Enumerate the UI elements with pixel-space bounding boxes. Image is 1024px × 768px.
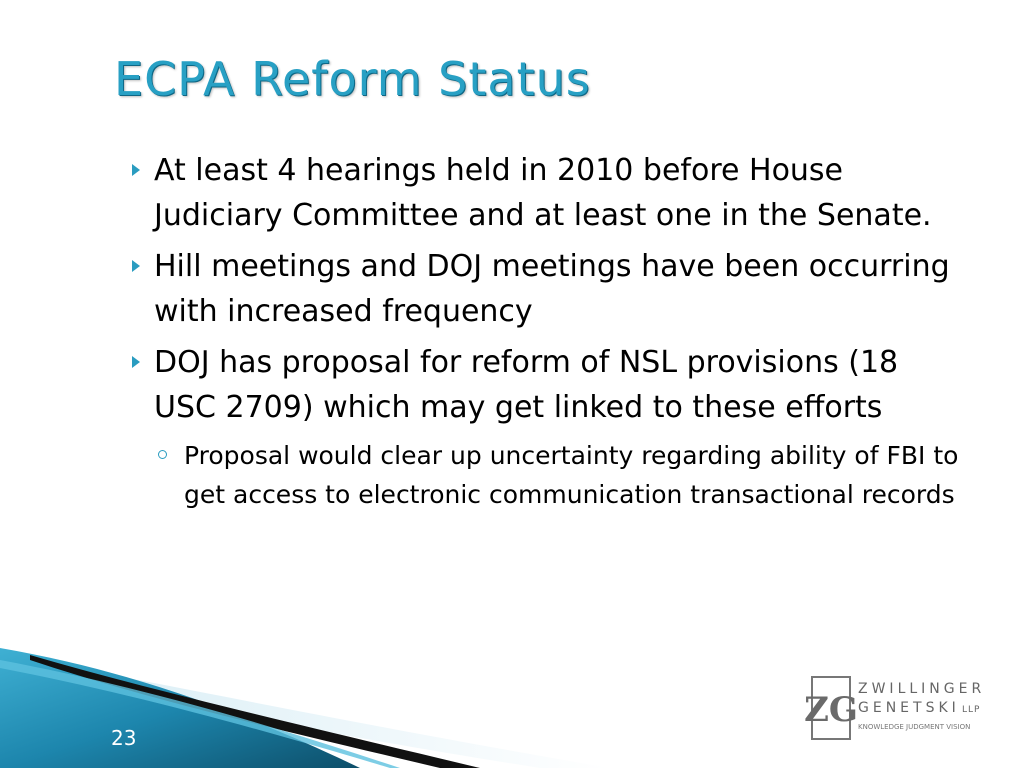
slide-number: 23 (111, 726, 137, 750)
logo-tagline: KNOWLEDGE JUDGMENT VISION (858, 723, 971, 731)
logo-line2: GENETSKI (858, 700, 960, 716)
bullet-text: DOJ has proposal for reform of NSL provisions (18 USC 2709) which may get linked to these efforts (154, 345, 899, 425)
logo-mark: ZG (804, 690, 858, 730)
logo-line1: ZWILLINGER (858, 681, 986, 697)
slide-title: ECPA Reform Status (114, 52, 591, 106)
firm-logo (804, 677, 992, 739)
sub-bullet-text: Proposal would clear up uncertainty regarding ability of FBI to get access to electronic communication transactional records (184, 441, 959, 509)
bullet-text: Hill meetings and DOJ meetings have been occurring with increased frequency (154, 249, 950, 329)
bullet-text: At least 4 hearings held in 2010 before House Judiciary Committee and at least one in the Senate. (154, 153, 932, 233)
logo-suffix: LLP (962, 705, 981, 715)
